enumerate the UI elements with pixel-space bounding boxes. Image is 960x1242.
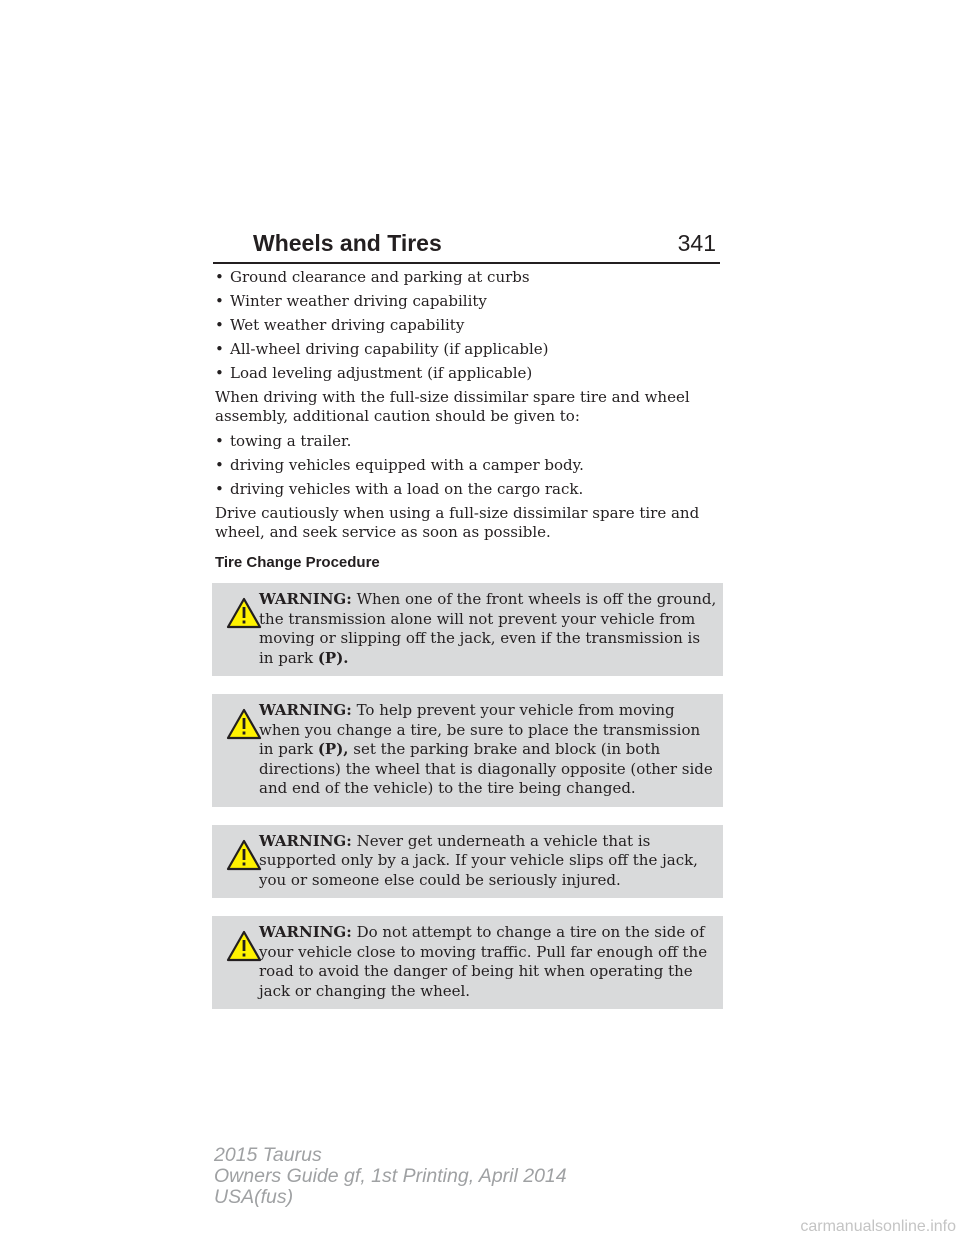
bullet-icon: • xyxy=(215,316,224,334)
bullet-icon: • xyxy=(215,480,224,498)
warning-triangle-icon xyxy=(226,597,262,629)
warning-box xyxy=(212,916,723,1009)
warning-text: To help prevent your vehicle from moving when you change a tire, be sure to place the transmission in park xyxy=(259,701,701,758)
warning-label: WARNING: xyxy=(259,590,352,608)
page-content xyxy=(215,268,720,1027)
list-item: • driving vehicles with a load on the cargo rack. xyxy=(215,480,584,498)
warning-label: WARNING: xyxy=(259,831,352,850)
warning-emphasis: (P). xyxy=(317,648,349,667)
page-header xyxy=(213,228,720,264)
footer-model: 2015 Taurus xyxy=(214,1144,322,1166)
bullet-icon: • xyxy=(215,364,224,382)
warning-text: When one of the front wheels is off the ground, the transmission alone will not prevent your vehicle from moving or slipping off the jack, even if the transmission is in park xyxy=(259,590,717,667)
list-item: • Load leveling adjustment (if applicable) xyxy=(215,364,533,382)
footer-market: USA(fus) xyxy=(214,1186,294,1208)
page-title: Wheels and Tires xyxy=(253,230,442,256)
list-item: • Wet weather driving capability xyxy=(215,316,465,334)
body-paragraph: Drive cautiously when using a full-size dissimilar spare tire and wheel, and seek service as soon as possible. xyxy=(215,504,700,541)
warning-text-end: set the parking brake and block (in both directions) the wheel that is diagonally opposite (other side and end of the vehicle) to the tire being changed. xyxy=(259,740,713,797)
warning-label: WARNING: xyxy=(259,923,352,941)
document-footer xyxy=(214,1145,567,1208)
warning-box xyxy=(212,694,723,807)
warning-text: Do not attempt to change a tire on the side of your vehicle close to moving traffic. Pull far enough off the road to avoid the danger of being hit when operating the jack or changing the wheel. xyxy=(259,923,708,1000)
warning-box xyxy=(212,825,723,899)
bullet-icon: • xyxy=(215,340,224,358)
warning-triangle-icon xyxy=(226,839,262,871)
warning-box xyxy=(212,583,723,676)
warning-triangle-icon xyxy=(226,708,262,740)
footer-market-code: (fus) xyxy=(254,1186,294,1208)
warning-label: WARNING: xyxy=(259,701,352,719)
list-item: • All-wheel driving capability (if applicable) xyxy=(215,340,549,358)
footer-edition: Owners Guide gf, 1st Printing, April 2014 xyxy=(214,1165,567,1187)
warning-text: Never get underneath a vehicle that is supported only by a jack. If your vehicle slips off the jack, you or someone else could be seriously injured. xyxy=(259,831,698,889)
list-item: • driving vehicles equipped with a camper body. xyxy=(215,456,584,474)
bullet-icon: • xyxy=(215,292,224,310)
bullet-icon: • xyxy=(215,432,224,450)
body-paragraph: When driving with the full-size dissimilar spare tire and wheel assembly, additional caution should be given to: xyxy=(215,388,690,425)
list-item: • Ground clearance and parking at curbs xyxy=(215,268,530,286)
watermark: carmanualsonline.info xyxy=(800,1218,956,1235)
warning-triangle-icon xyxy=(226,930,262,962)
bullet-icon: • xyxy=(215,456,224,474)
list-item: • towing a trailer. xyxy=(215,432,352,450)
section-heading: Tire Change Procedure xyxy=(215,554,380,571)
page-number: 341 xyxy=(677,230,716,256)
warning-emphasis: (P), xyxy=(317,740,349,758)
list-item: • Winter weather driving capability xyxy=(215,292,487,310)
bullet-icon: • xyxy=(215,268,224,286)
